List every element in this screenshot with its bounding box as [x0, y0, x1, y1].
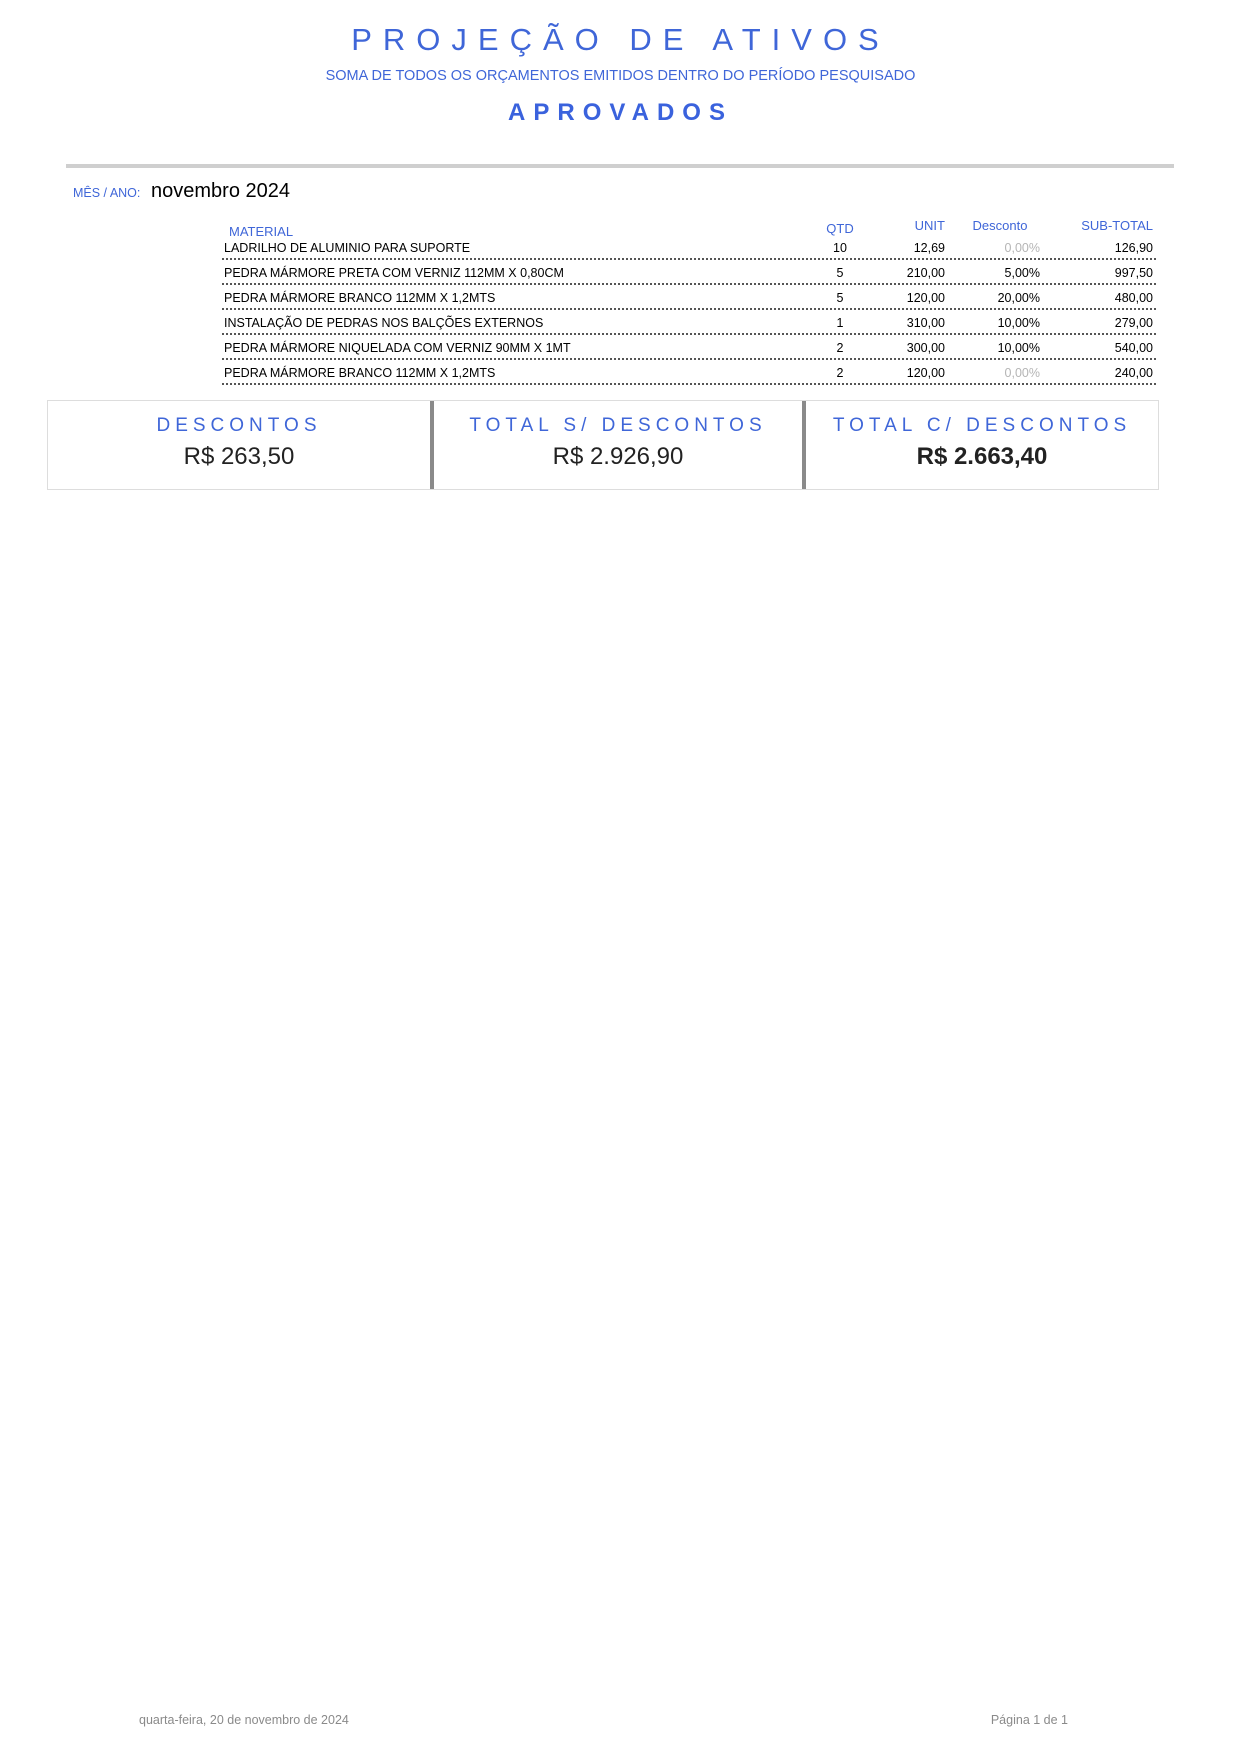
discounts-box	[48, 401, 430, 489]
footer-date: quarta-feira, 20 de novembro de 2024	[139, 1713, 349, 1727]
subtotal-cell: 240,00	[1114, 366, 1153, 380]
material-cell: LADRILHO DE ALUMINIO PARA SUPORTE	[224, 241, 471, 255]
column-header-material: MATERIAL	[229, 224, 294, 239]
column-header-desconto: Desconto	[972, 218, 1028, 233]
total-without-discounts-label: TOTAL S/ DESCONTOS	[469, 415, 767, 436]
total-with-discounts-value: R$ 2.663,40	[916, 443, 1048, 470]
unit-cell: 300,00	[906, 341, 945, 355]
subtotal-cell: 480,00	[1114, 291, 1153, 305]
discount-cell: 0,00%	[1004, 241, 1040, 255]
qtd-cell: 1	[836, 316, 844, 330]
unit-cell: 12,69	[913, 241, 945, 255]
table-row	[222, 235, 1156, 260]
period-label: MÊS / ANO:	[73, 186, 141, 200]
material-cell: PEDRA MÁRMORE BRANCO 112MM X 1,2MTS	[224, 366, 496, 380]
unit-cell: 120,00	[906, 366, 945, 380]
discount-cell: 10,00%	[997, 316, 1040, 330]
material-cell: PEDRA MÁRMORE PRETA COM VERNIZ 112MM X 0,80CM	[224, 266, 564, 280]
period-value: novembro 2024	[151, 180, 290, 202]
discount-cell: 0,00%	[1004, 366, 1040, 380]
column-header-qtd: QTD	[826, 221, 854, 236]
table-row	[222, 360, 1156, 385]
subtotal-cell: 279,00	[1114, 316, 1153, 330]
total-without-discounts-value: R$ 2.926,90	[552, 443, 684, 470]
report-status: APROVADOS	[508, 99, 733, 126]
qtd-cell: 2	[836, 341, 844, 355]
qtd-cell: 5	[836, 291, 844, 305]
unit-cell: 210,00	[906, 266, 945, 280]
subtotal-cell: 126,90	[1114, 241, 1153, 255]
table-row	[222, 260, 1156, 285]
header-divider	[66, 164, 1174, 168]
material-cell: PEDRA MÁRMORE BRANCO 112MM X 1,2MTS	[224, 291, 496, 305]
unit-cell: 310,00	[906, 316, 945, 330]
report-title: PROJEÇÃO DE ATIVOS	[351, 22, 890, 57]
page-number: Página 1 de 1	[990, 1713, 1068, 1727]
qtd-cell: 10	[833, 241, 847, 255]
totals-panel	[47, 400, 1159, 490]
material-cell: PEDRA MÁRMORE NIQUELADA COM VERNIZ 90MM X 1MT	[224, 341, 571, 355]
subtotal-cell: 540,00	[1114, 341, 1153, 355]
qtd-cell: 5	[836, 266, 844, 280]
subtotal-cell: 997,50	[1114, 266, 1153, 280]
unit-cell: 120,00	[906, 291, 945, 305]
total-with-discounts-box	[802, 401, 1158, 489]
table-row	[222, 285, 1156, 310]
qtd-cell: 2	[836, 366, 844, 380]
total-with-discounts-label: TOTAL C/ DESCONTOS	[832, 415, 1132, 436]
discount-cell: 10,00%	[997, 341, 1040, 355]
material-cell: INSTALAÇÃO DE PEDRAS NOS BALÇÕES EXTERNOS	[224, 316, 544, 330]
discount-cell: 20,00%	[997, 291, 1040, 305]
column-header-subtotal: SUB-TOTAL	[1081, 218, 1153, 233]
column-header-unit: UNIT	[914, 218, 945, 233]
total-without-discounts-box	[430, 401, 802, 489]
table-row	[222, 335, 1156, 360]
discounts-value: R$ 263,50	[183, 443, 295, 470]
discount-cell: 5,00%	[1004, 266, 1040, 280]
discounts-label: DESCONTOS	[156, 415, 322, 436]
table-row	[222, 310, 1156, 335]
report-subtitle: SOMA DE TODOS OS ORÇAMENTOS EMITIDOS DENTRO DO PERÍODO PESQUISADO	[325, 68, 916, 84]
